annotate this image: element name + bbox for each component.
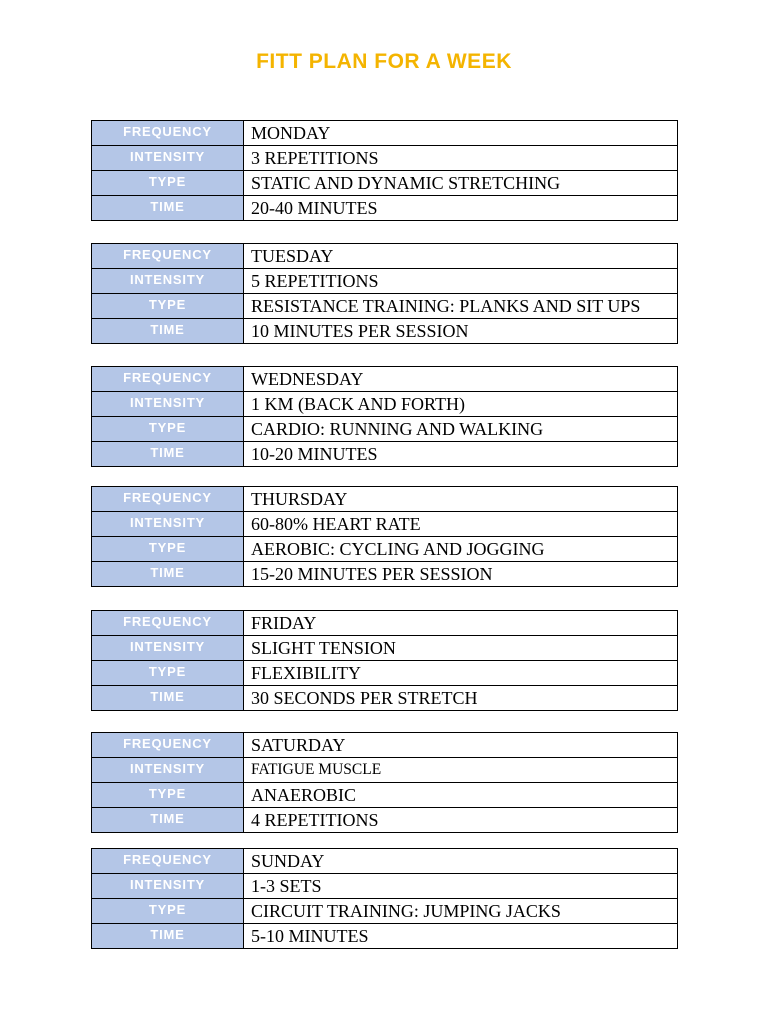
table-row <box>92 562 678 587</box>
table-row <box>92 171 678 196</box>
table-row <box>92 733 678 758</box>
table-row <box>92 196 678 221</box>
table-row <box>92 442 678 467</box>
table-row <box>92 487 678 512</box>
type-label: TYPE <box>92 294 244 319</box>
type-label: TYPE <box>92 661 244 686</box>
intensity-label: INTENSITY <box>92 758 244 783</box>
type-label: TYPE <box>92 417 244 442</box>
time-label: TIME <box>92 686 244 711</box>
frequency-value: MONDAY <box>244 121 678 146</box>
table-row <box>92 849 678 874</box>
frequency-label: FREQUENCY <box>92 121 244 146</box>
type-value: CARDIO: RUNNING AND WALKING <box>244 417 678 442</box>
type-label: TYPE <box>92 899 244 924</box>
frequency-label: FREQUENCY <box>92 367 244 392</box>
time-value: 30 SECONDS PER STRETCH <box>244 686 678 711</box>
time-value: 15-20 MINUTES PER SESSION <box>244 562 678 587</box>
table-row <box>92 874 678 899</box>
intensity-value: SLIGHT TENSION <box>244 636 678 661</box>
frequency-label: FREQUENCY <box>92 487 244 512</box>
intensity-value: 1-3 SETS <box>244 874 678 899</box>
fitt-table-sunday <box>91 848 678 949</box>
intensity-label: INTENSITY <box>92 874 244 899</box>
table-row <box>92 686 678 711</box>
table-row <box>92 636 678 661</box>
type-value: CIRCUIT TRAINING: JUMPING JACKS <box>244 899 678 924</box>
frequency-label: FREQUENCY <box>92 849 244 874</box>
table-row <box>92 661 678 686</box>
table-row <box>92 783 678 808</box>
time-label: TIME <box>92 924 244 949</box>
type-value: FLEXIBILITY <box>244 661 678 686</box>
time-label: TIME <box>92 808 244 833</box>
frequency-label: FREQUENCY <box>92 244 244 269</box>
fitt-table-thursday <box>91 486 678 587</box>
frequency-value: WEDNESDAY <box>244 367 678 392</box>
frequency-label: FREQUENCY <box>92 733 244 758</box>
type-value: STATIC AND DYNAMIC STRETCHING <box>244 171 678 196</box>
table-row <box>92 611 678 636</box>
table-row <box>92 417 678 442</box>
frequency-label: FREQUENCY <box>92 611 244 636</box>
table-row <box>92 319 678 344</box>
time-label: TIME <box>92 442 244 467</box>
type-value: RESISTANCE TRAINING: PLANKS AND SIT UPS <box>244 294 678 319</box>
frequency-value: TUESDAY <box>244 244 678 269</box>
time-value: 10-20 MINUTES <box>244 442 678 467</box>
type-label: TYPE <box>92 783 244 808</box>
table-row <box>92 924 678 949</box>
time-label: TIME <box>92 196 244 221</box>
intensity-value: 60-80% HEART RATE <box>244 512 678 537</box>
intensity-label: INTENSITY <box>92 512 244 537</box>
intensity-value: FATIGUE MUSCLE <box>244 758 678 783</box>
time-value: 5-10 MINUTES <box>244 924 678 949</box>
type-value: AEROBIC: CYCLING AND JOGGING <box>244 537 678 562</box>
intensity-value: 3 REPETITIONS <box>244 146 678 171</box>
table-row <box>92 367 678 392</box>
type-label: TYPE <box>92 171 244 196</box>
intensity-value: 1 KM (BACK AND FORTH) <box>244 392 678 417</box>
fitt-table-monday <box>91 120 678 221</box>
frequency-value: SUNDAY <box>244 849 678 874</box>
table-row <box>92 392 678 417</box>
table-row <box>92 758 678 783</box>
type-label: TYPE <box>92 537 244 562</box>
type-value: ANAEROBIC <box>244 783 678 808</box>
fitt-table-friday <box>91 610 678 711</box>
page-title: FITT PLAN FOR A WEEK <box>256 50 512 73</box>
time-value: 20-40 MINUTES <box>244 196 678 221</box>
frequency-value: THURSDAY <box>244 487 678 512</box>
time-value: 4 REPETITIONS <box>244 808 678 833</box>
table-row <box>92 269 678 294</box>
intensity-value: 5 REPETITIONS <box>244 269 678 294</box>
table-row <box>92 121 678 146</box>
time-label: TIME <box>92 562 244 587</box>
fitt-table-tuesday <box>91 243 678 344</box>
table-row <box>92 512 678 537</box>
intensity-label: INTENSITY <box>92 392 244 417</box>
frequency-value: SATURDAY <box>244 733 678 758</box>
frequency-value: FRIDAY <box>244 611 678 636</box>
intensity-label: INTENSITY <box>92 146 244 171</box>
table-row <box>92 808 678 833</box>
intensity-label: INTENSITY <box>92 636 244 661</box>
fitt-table-saturday <box>91 732 678 833</box>
table-row <box>92 146 678 171</box>
table-row <box>92 537 678 562</box>
table-row <box>92 899 678 924</box>
time-value: 10 MINUTES PER SESSION <box>244 319 678 344</box>
fitt-table-wednesday <box>91 366 678 467</box>
table-row <box>92 244 678 269</box>
time-label: TIME <box>92 319 244 344</box>
table-row <box>92 294 678 319</box>
intensity-label: INTENSITY <box>92 269 244 294</box>
